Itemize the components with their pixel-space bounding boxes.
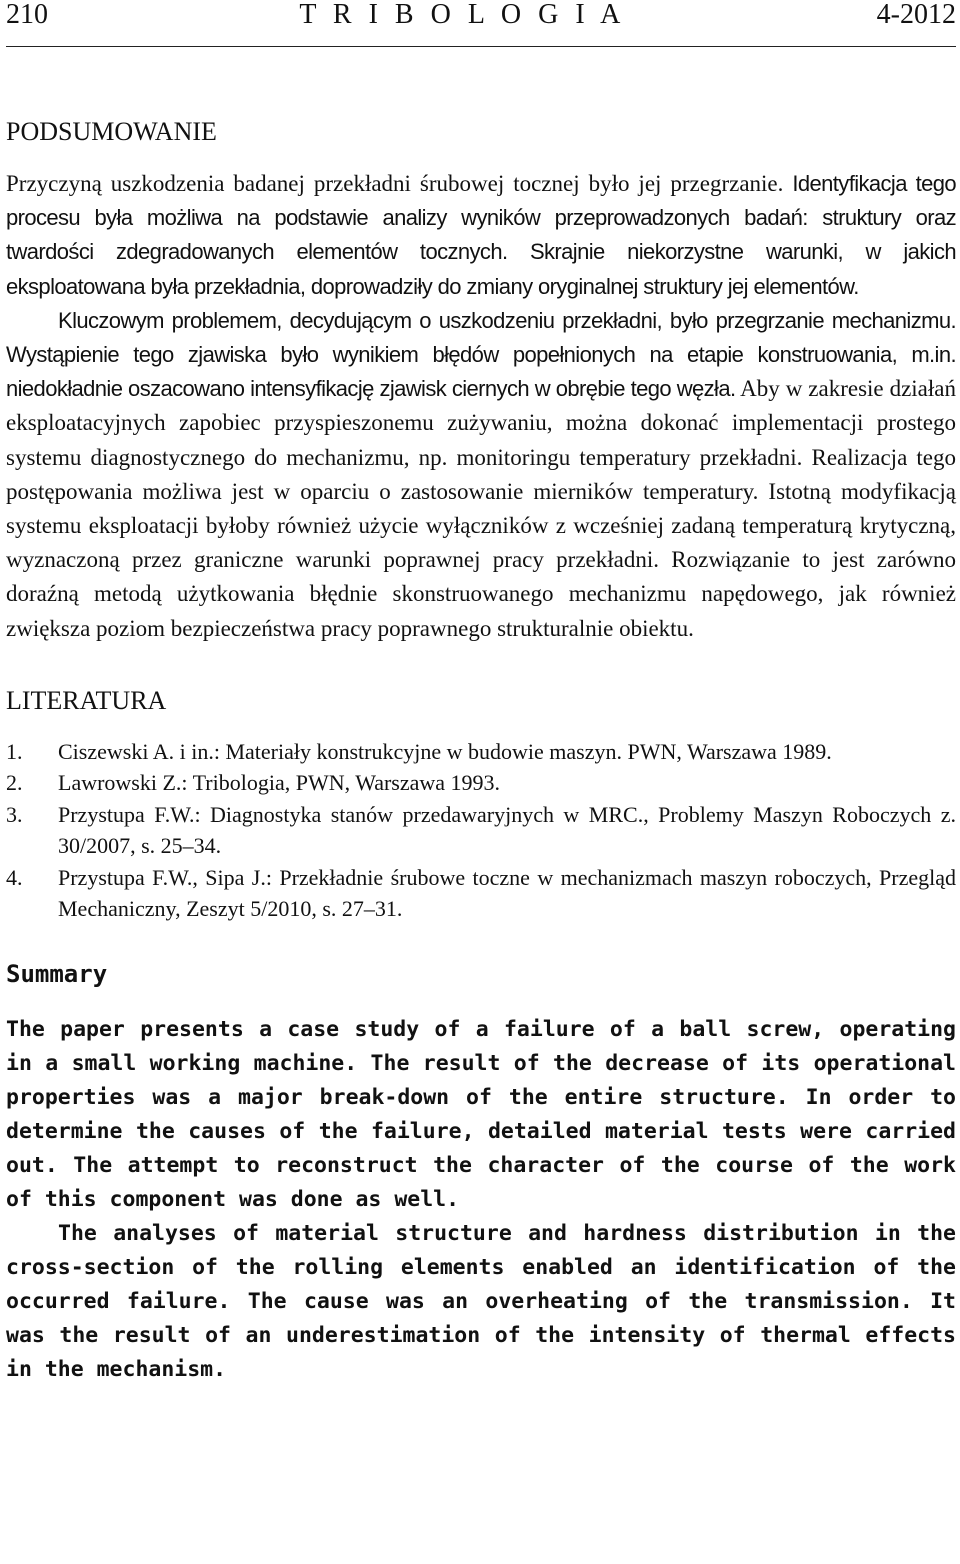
podsumowanie-paragraph-1-part-a: Przyczyną uszkodzenia badanej przekładni śrubowej tocznej było jej przegrzanie. [6, 171, 793, 196]
document-page [6, 0, 956, 1387]
reference-number: 2. [6, 770, 23, 796]
podsumowanie-paragraph-2-part-a: Kluczowym problemem, decydującym o uszkodzeniu przekładni, było przegrzanie mechanizmu. Wystąpienie tego zjawiska było wynikiem błędów popełnionych na etapie konstruowania, m.in. niedokładnie oszacowano intensyfikację zjawisk ciernych w obrębie tego węzła. [6, 307, 956, 402]
reference-number: 1. [6, 738, 23, 764]
issue-number: 4-2012 [876, 0, 956, 30]
page-number: 210 [6, 0, 48, 30]
journal-title: T R I B O L O G I A [299, 0, 626, 30]
running-header [6, 0, 956, 47]
summary-paragraph-2: The analyses of material structure and hardness distribution in the cross-section of the rolling elements enabled an identification of the occurred failure. The cause was an overheating of the transmission. It was the result of an underestimation of the intensity of thermal effects in the mechanism. [6, 1220, 956, 1382]
reference-item [6, 736, 956, 768]
podsumowanie-paragraph-2-part-b: Aby w zakresie działań eksploatacyjnych zapobiec przyspieszonemu zużywaniu, można dokonać implementacji prostego systemu diagnostycznego do mechanizmu, np. monitoringu temperatury przekładni. Realizacja tego postępowania możliwa jest w oparciu o zastosowanie mierników temperatury. Istotną modyfikacją systemu eksploatacji byłoby również użycie wyłączników z wcześniej zadaną temperaturą krytyczną, wyznaczoną przez graniczne warunki poprawnej pracy przekładni. Rozwiązanie to jest zarówno doraźną metodą użytkowania błędnie skonstruowanego mechanizmu napędowego, jak również zwiększa poziom bezpieczeństwa pracy poprawnego strukturalnie obiektu. [6, 376, 956, 641]
reference-text: Przystupa F.W., Sipa J.: Przekładnie śrubowe toczne w mechanizmach maszyn roboczych, Przegląd Mechaniczny, Zeszyt 5/2010, s. 27–31. [58, 864, 956, 922]
reference-text: Lawrowski Z.: Tribologia, PWN, Warszawa 1993. [58, 770, 501, 796]
section-heading-summary: Summary [6, 959, 108, 988]
reference-text: Przystupa F.W.: Diagnostyka stanów przedawaryjnych w MRC., Problemy Maszyn Roboczych z. 30/2007, s. 25–34. [58, 801, 956, 859]
section-heading-podsumowanie: PODSUMOWANIE [6, 117, 217, 146]
podsumowanie-paragraph-2 [6, 304, 956, 646]
summary-paragraph-1: The paper presents a case study of a failure of a ball screw, operating in a small working machine. The result of the decrease of its operational properties was a major break-down of the entire structure. In order to determine the causes of the failure, detailed material tests were carried out. The attempt to reconstruct the character of the course of the work of this component was done as well. [6, 1016, 956, 1212]
reference-text: Ciszewski A. i in.: Materiały konstrukcyjne w budowie maszyn. PWN, Warszawa 1989. [58, 738, 832, 764]
reference-number: 3. [6, 801, 23, 827]
section-heading-literatura: LITERATURA [6, 685, 167, 715]
podsumowanie-paragraph-1 [6, 167, 956, 304]
reference-list [6, 736, 956, 925]
reference-item [6, 767, 956, 799]
podsumowanie-paragraph-1-part-b: Identyfikacja tego procesu była możliwa na podstawie analizy wyników przeprowadzonych badań: struktury oraz twardości zdegradowanych elementów tocznych. Skrajnie niekorzystne warunki, w jakich eksploatowana była przekładnia, doprowadziły do zmiany oryginalnej struktury jej elementów. [6, 171, 956, 299]
reference-item [6, 862, 956, 925]
summary-body [6, 1013, 956, 1387]
reference-item [6, 799, 956, 862]
reference-number: 4. [6, 864, 23, 890]
